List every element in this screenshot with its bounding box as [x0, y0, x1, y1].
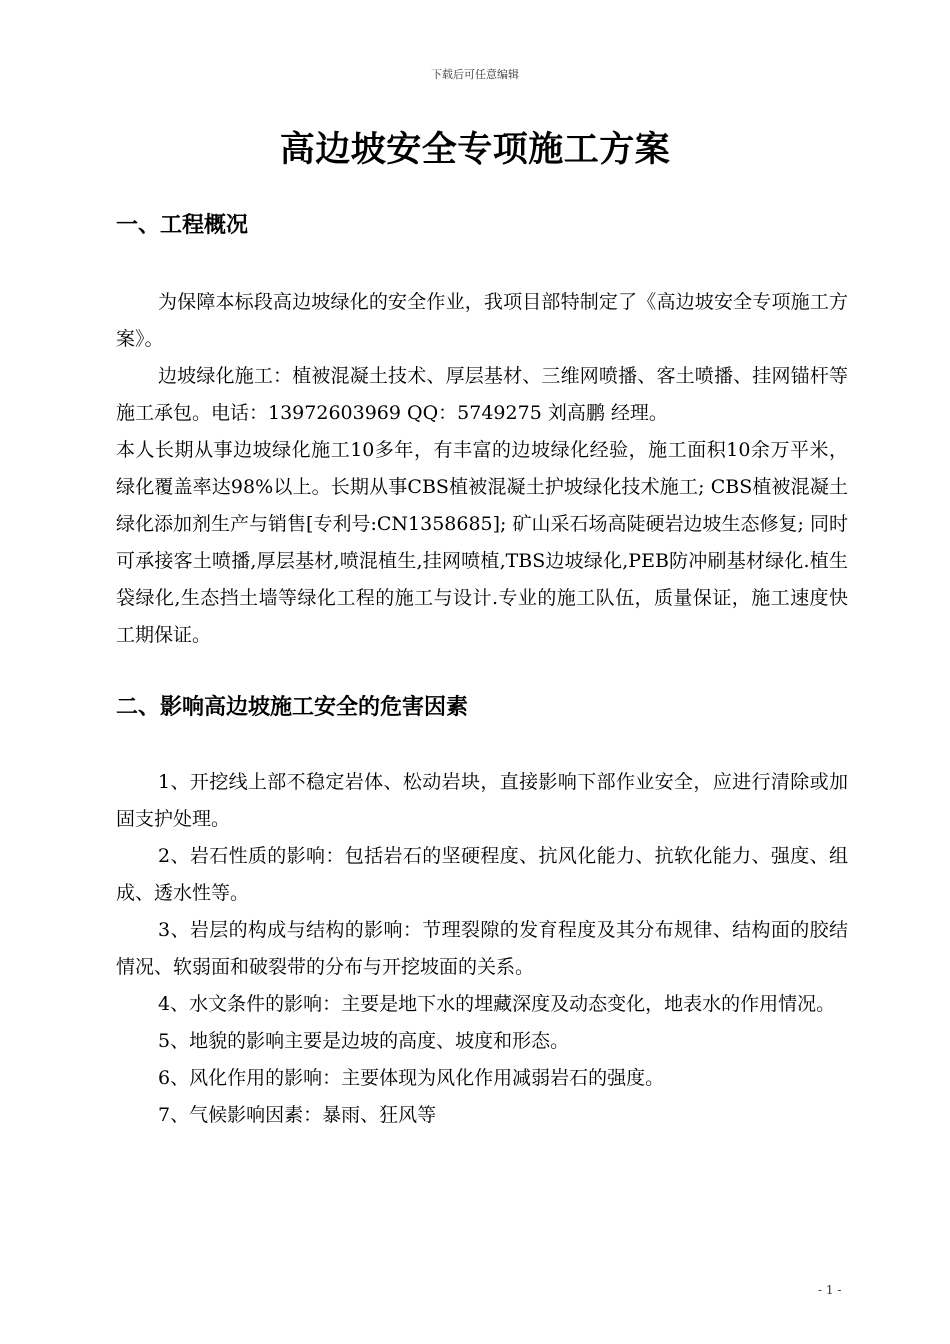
- list-item: 6、风化作用的影响：主要体现为风化作用减弱岩石的强度。: [158, 1067, 665, 1089]
- paragraph: 本人长期从事边坡绿化施工10多年，有丰富的边坡绿化经验，施工面积10余万平米，绿化覆盖率达98%以上。长期从事CBS植被混凝土护坡绿化技术施工; CBS植被混凝土绿化添加剂生产与销售[专利号:CN1358685]; 矿山采石场高陡硬岩边坡生态修复; 同时可承接客土喷播,厚层基材,喷混植生,挂网喷植,TBS边坡绿化,PEB防冲刷基材绿化.植生袋绿化,生态挡土墙等绿化工程的施工与设计.专业的施工队伍，质量保证，施工速度快工期保证。: [116, 439, 848, 646]
- paragraph: 为保障本标段高边坡绿化的安全作业，我项目部特制定了《高边坡安全专项施工方案》。: [116, 291, 848, 350]
- list-item: 2、岩石性质的影响：包括岩石的坚硬程度、抗风化能力、抗软化能力、强度、组成、透水性等。: [116, 845, 848, 904]
- list-item: 5、地貌的影响主要是边坡的高度、坡度和形态。: [158, 1030, 570, 1052]
- document-title: 高边坡安全专项施工方案: [279, 130, 671, 170]
- list-item: 3、岩层的构成与结构的影响：节理裂隙的发育程度及其分布规律、结构面的胶结情况、软弱面和破裂带的分布与开挖坡面的关系。: [116, 919, 848, 978]
- list-item: 1、开挖线上部不稳定岩体、松动岩块，直接影响下部作业安全，应进行清除或加固支护处理。: [116, 771, 848, 830]
- page-number: - 1 -: [818, 1283, 842, 1297]
- paragraph: 边坡绿化施工：植被混凝土技术、厚层基材、三维网喷播、客土喷播、挂网锚杆等施工承包。电话：13972603969 QQ：5749275 刘高鹏 经理。: [116, 365, 848, 424]
- section-heading-hazards: 二、影响高边坡施工安全的危害因素: [116, 695, 469, 720]
- list-item: 7、气候影响因素：暴雨、狂风等: [158, 1104, 437, 1126]
- list-item: 4、水文条件的影响：主要是地下水的埋藏深度及动态变化，地表水的作用情况。: [158, 993, 836, 1015]
- hazards-list: [116, 764, 848, 1134]
- section-heading-overview: 一、工程概况: [116, 213, 249, 238]
- overview-body: [116, 284, 848, 654]
- header-note: 下载后可任意编辑: [431, 68, 519, 81]
